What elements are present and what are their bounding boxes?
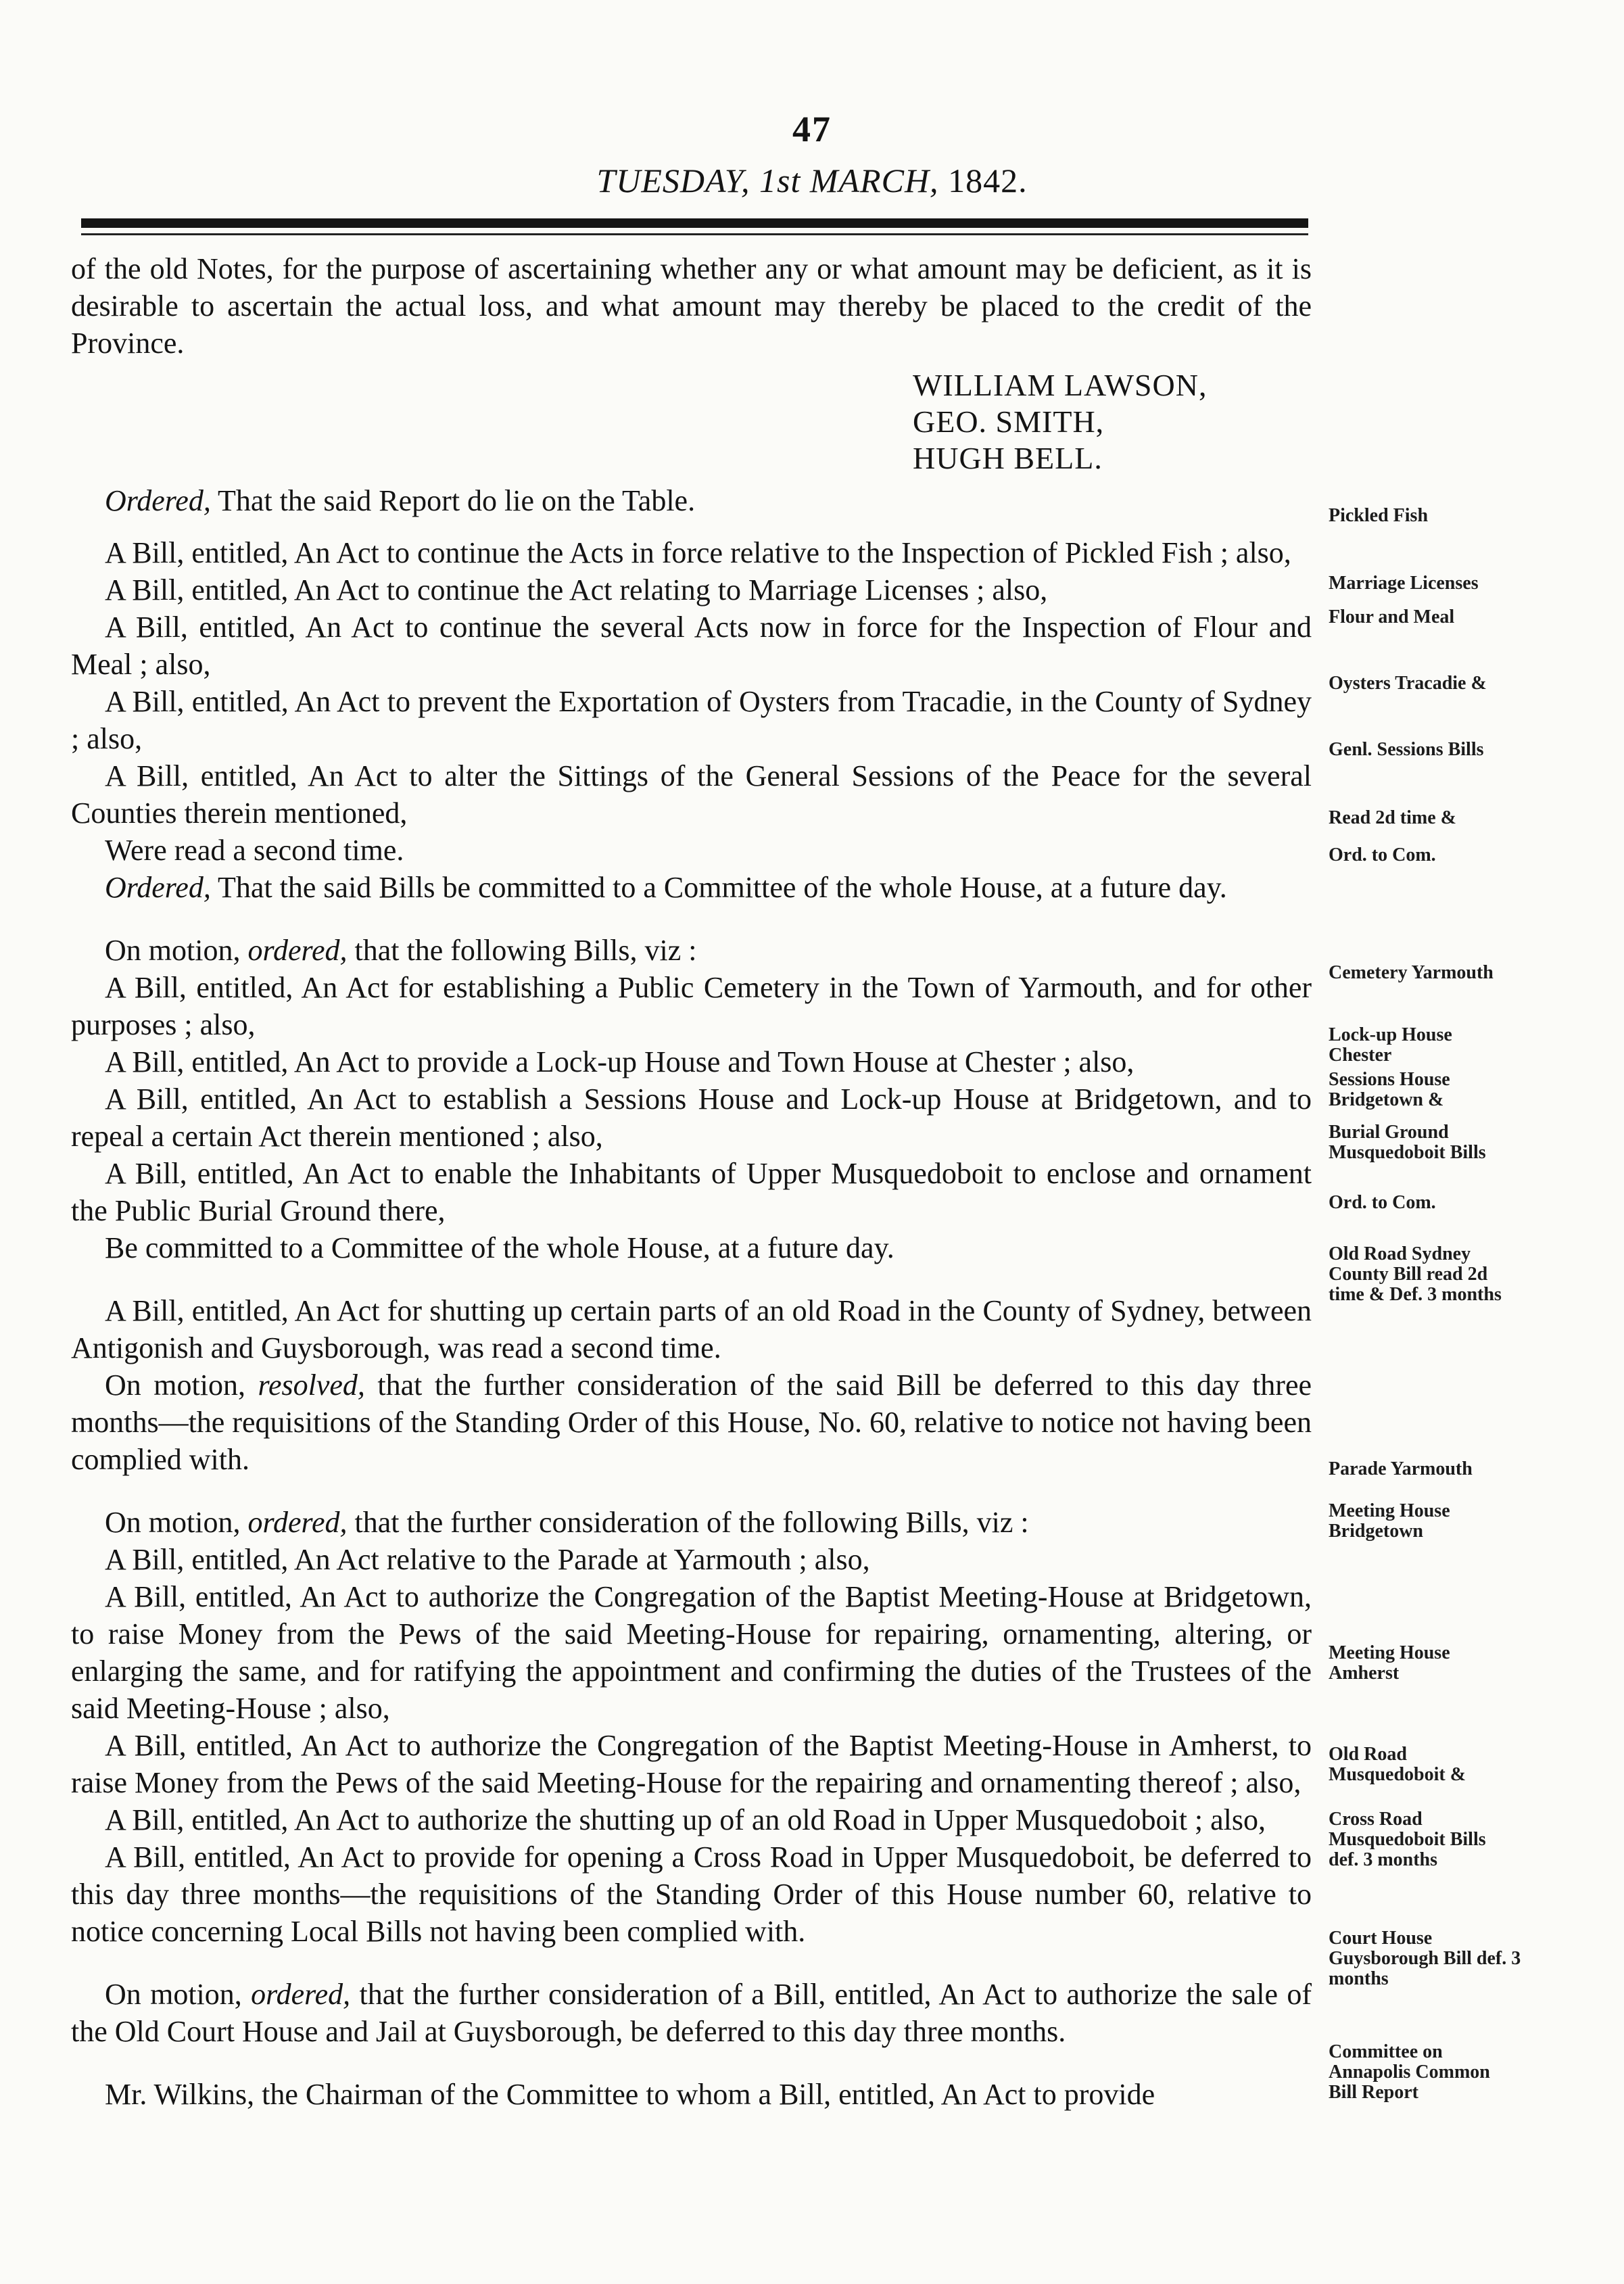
paragraph: On motion, ordered, that the further consideration of a Bill, entitled, An Act to authorize the sale of the Old Court House and Jail at Guysborough, be deferred to this day three months. — [71, 1978, 1312, 2048]
margin-note: Ord. to Com. — [1329, 1192, 1436, 1213]
paragraph: On motion, ordered, that the following Bills, viz : — [105, 934, 697, 967]
paragraph: A Bill, entitled, An Act for shutting up certain parts of an old Road in the County of Sydney, between Antigonish and Guysborough, was read a second time. — [71, 1294, 1312, 1364]
journal-body — [71, 250, 1312, 2113]
header-rule-thick — [81, 218, 1308, 228]
paragraph: A Bill, entitled, An Act for establishing a Public Cemetery in the Town of Yarmouth, and for other purposes ; also, — [71, 971, 1312, 1041]
paragraph: A Bill, entitled, An Act to continue the Acts in force relative to the Inspection of Pickled Fish ; also, — [105, 536, 1291, 569]
margin-note: Oysters Tracadie & — [1329, 673, 1487, 694]
margin-note: Old Road Musquedoboit & — [1329, 1744, 1466, 1785]
paragraph: A Bill, entitled, An Act to authorize the shutting up of an old Road in Upper Musquedoboit ; also, — [105, 1803, 1266, 1836]
emphasis: ordered, — [247, 1506, 348, 1539]
margin-note: Cross Road Musquedoboit Bills def. 3 months — [1329, 1809, 1486, 1870]
margin-note: Read 2d time & — [1329, 807, 1456, 828]
emphasis: resolved, — [258, 1369, 365, 1402]
paragraph: Ordered, That the said Report do lie on the Table. — [105, 484, 696, 517]
paragraph: A Bill, entitled, An Act to authorize the Congregation of the Baptist Meeting-House in Amherst, to raise Money from the Pews of the said Meeting-House for the repairing and ornamenting thereof ; also, — [71, 1729, 1312, 1799]
header-date: 1st MARCH, — [759, 162, 939, 199]
emphasis: Ordered, — [105, 484, 211, 517]
paragraph: Be committed to a Committee of the whole House, at a future day. — [105, 1231, 894, 1264]
margin-note: Ord. to Com. — [1329, 844, 1436, 865]
paragraph: A Bill, entitled, An Act to enable the Inhabitants of Upper Musquedoboit to enclose and ornament the Public Burial Ground there, — [71, 1157, 1312, 1227]
paragraph: A Bill, entitled, An Act to alter the Sittings of the General Sessions of the Peace for the several Counties therein mentioned, — [71, 759, 1312, 830]
header-day: TUESDAY, — [596, 162, 750, 199]
paragraph: A Bill, entitled, An Act to prevent the Exportation of Oysters from Tracadie, in the County of Sydney ; also, — [71, 685, 1312, 755]
signature-smith: GEO. SMITH, — [913, 404, 1105, 439]
paragraph: A Bill, entitled, An Act to continue the Act relating to Marriage Licenses ; also, — [105, 573, 1048, 606]
margin-note: Pickled Fish — [1329, 505, 1429, 526]
page-number: 47 — [792, 109, 832, 149]
margin-note: Committee on Annapolis Common Bill Report — [1329, 2041, 1490, 2103]
emphasis: ordered, — [251, 1978, 351, 2011]
margin-note: Meeting House Amherst — [1329, 1642, 1450, 1684]
paragraph: A Bill, entitled, An Act relative to the Parade at Yarmouth ; also, — [105, 1543, 870, 1576]
margin-note: Cemetery Yarmouth — [1329, 962, 1494, 983]
header-year: 1842. — [948, 162, 1028, 199]
margin-note: Genl. Sessions Bills — [1329, 739, 1484, 760]
paragraph: A Bill, entitled, An Act to provide a Lock-up House and Town House at Chester ; also, — [105, 1045, 1135, 1078]
header-rule-thin — [81, 233, 1308, 235]
margin-note: Old Road Sydney County Bill read 2d time & Def. 3 months — [1329, 1243, 1502, 1305]
emphasis: Ordered, — [105, 871, 211, 904]
paragraph: On motion, ordered, that the further consideration of the following Bills, viz : — [105, 1506, 1029, 1539]
margin-note: Burial Ground Musquedoboit Bills — [1329, 1122, 1486, 1163]
paragraph: On motion, resolved, that the further consideration of the said Bill be deferred to this day three months—the requisitions of the Standing Order of this House, No. 60, relative to notice not having been complied with. — [71, 1369, 1312, 1476]
paragraph: Mr. Wilkins, the Chairman of the Committee to whom a Bill, entitled, An Act to provide — [105, 2078, 1155, 2111]
emphasis: ordered, — [247, 934, 348, 967]
margin-note: Court House Guysborough Bill def. 3 months — [1329, 1928, 1521, 1989]
page-header — [0, 161, 1624, 200]
paragraph: A Bill, entitled, An Act to establish a Sessions House and Lock-up House at Bridgetown, and to repeal a certain Act therein mentioned ; also, — [71, 1082, 1312, 1153]
paragraph: A Bill, entitled, An Act to provide for opening a Cross Road in Upper Musquedoboit, be deferred to this day three months—the requisitions of the Standing Order of this House number 60, relative to notice concerning Local Bills not having been complied with. — [71, 1840, 1312, 1948]
paragraph: of the old Notes, for the purpose of ascertaining whether any or what amount may be deficient, as it is desirable to ascertain the actual loss, and what amount may thereby be placed to the credit of the Province. — [71, 252, 1312, 360]
signature-bell: HUGH BELL. — [913, 441, 1103, 475]
paragraph: Ordered, That the said Bills be committed to a Committee of the whole House, at a future day. — [105, 871, 1227, 904]
margin-note: Marriage Licenses — [1329, 573, 1479, 594]
paragraph: A Bill, entitled, An Act to authorize the Congregation of the Baptist Meeting-House at Bridgetown, to raise Money from the Pews of the said Meeting-House for repairing, ornamenting, altering, or enlarging the same, and for ratifying the appointment and confirming the duties of the Trustees of the said Meeting-House ; also, — [71, 1580, 1312, 1725]
signature-block — [913, 367, 1312, 477]
margin-note: Meeting House Bridgetown — [1329, 1500, 1450, 1542]
paragraph: Were read a second time. — [105, 834, 404, 867]
signature-lawson: WILLIAM LAWSON, — [913, 368, 1208, 402]
margin-note: Parade Yarmouth — [1329, 1458, 1473, 1479]
margin-note: Lock-up House Chester — [1329, 1024, 1452, 1066]
margin-note: Flour and Meal — [1329, 606, 1455, 627]
paragraph: A Bill, entitled, An Act to continue the several Acts now in force for the Inspection of Flour and Meal ; also, — [71, 611, 1312, 681]
margin-note: Sessions House Bridgetown & — [1329, 1069, 1450, 1110]
